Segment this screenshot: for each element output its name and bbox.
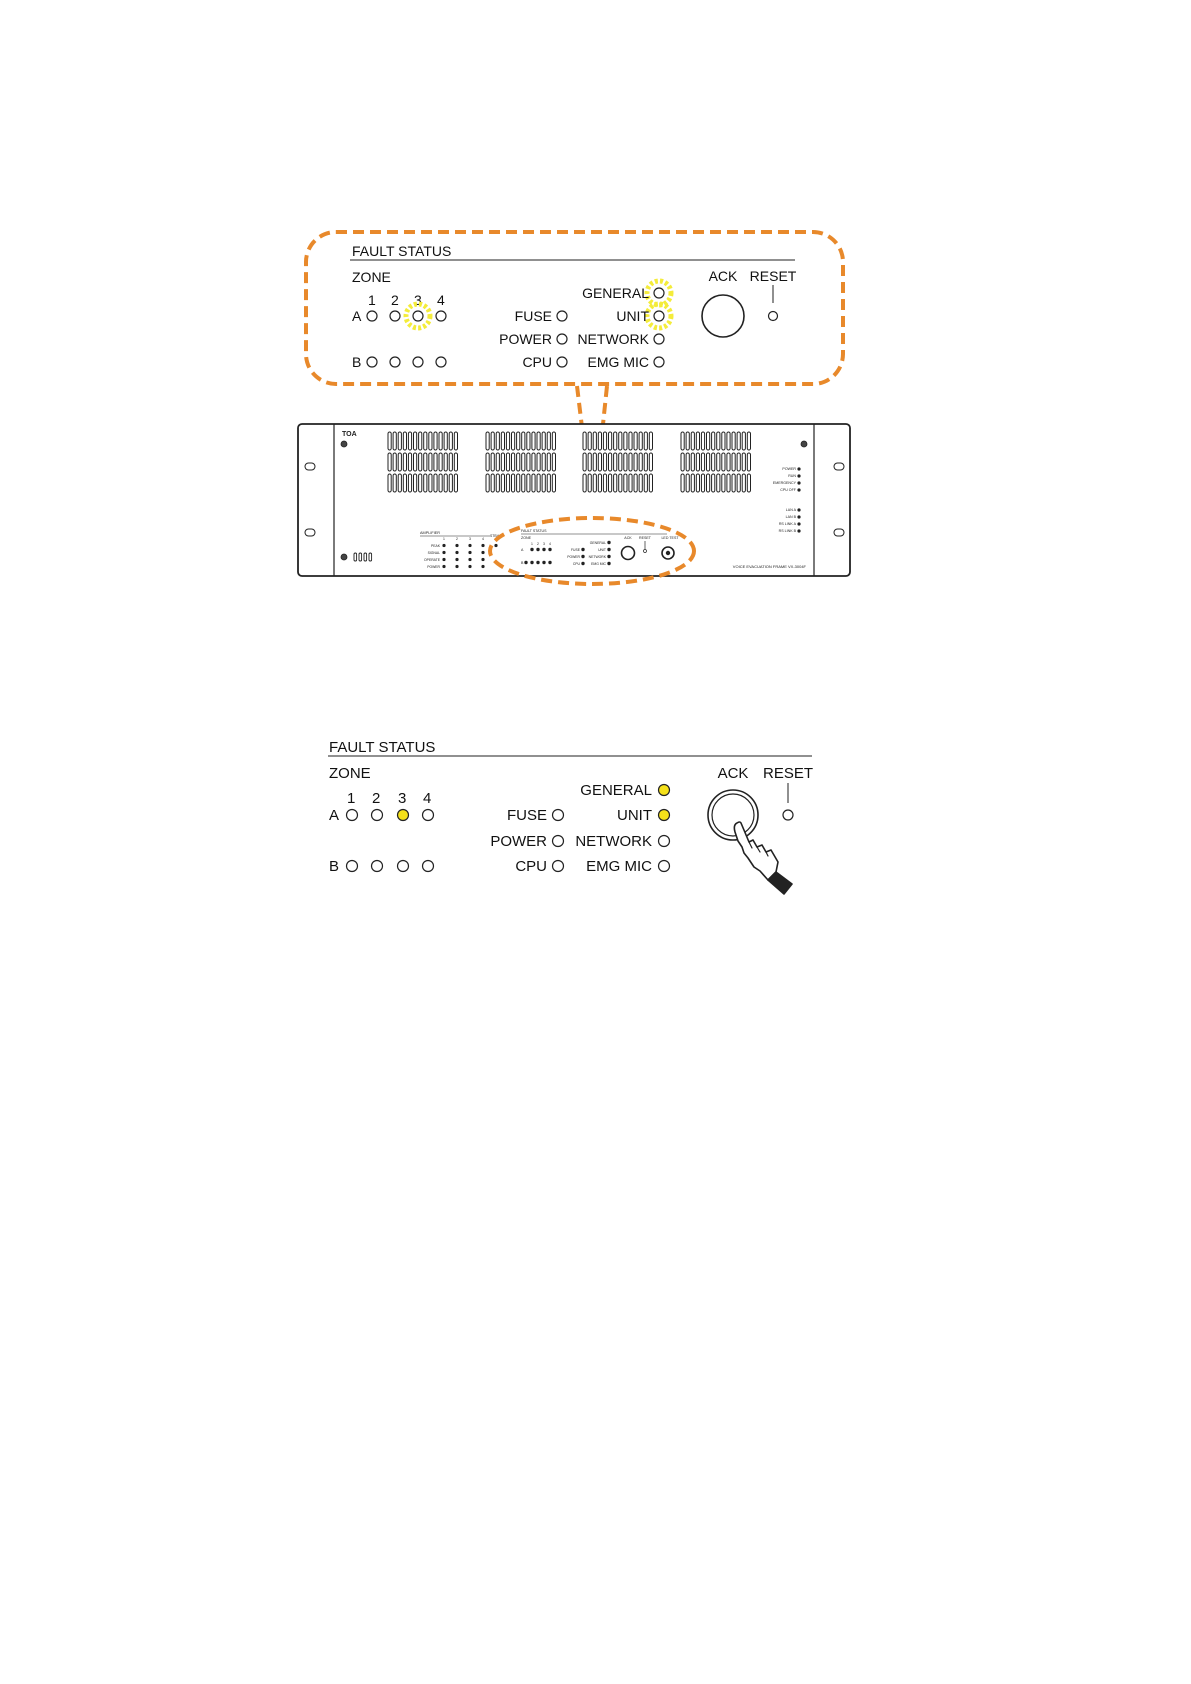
callout-led-b3 (413, 357, 423, 367)
callout-ack-label: ACK (708, 268, 738, 284)
dev-zone-label: ZONE (521, 536, 531, 540)
amp-led (481, 544, 484, 547)
bottom-reset-hole[interactable] (783, 810, 793, 820)
dev-network: NETWORK (588, 555, 606, 559)
callout-fuse-label: FUSE (514, 308, 552, 324)
bottom-zone-num-3: 3 (398, 790, 407, 807)
dev-ack: ACK (624, 536, 632, 540)
callout-led-b4 (436, 357, 446, 367)
callout-zone-num-3: 3 (414, 292, 422, 308)
callout-zone-num-1: 1 (368, 292, 376, 308)
callout-row-a-label: A (352, 308, 362, 324)
link-lan-b-led (797, 515, 800, 518)
bottom-panel (328, 739, 813, 894)
callout-emg-mic-label: EMG MIC (587, 354, 649, 370)
status-power-label: POWER (782, 467, 796, 471)
status-power-led (797, 467, 800, 470)
dev-zone-num-4: 4 (549, 542, 551, 546)
callout-zone-num-2: 2 (391, 292, 399, 308)
amp-led (481, 565, 484, 568)
amp-label: AMPLIFIER (420, 531, 441, 535)
amp-col-1: 1 (443, 537, 445, 541)
callout-led-power (557, 334, 567, 344)
callout-unit-label: UNIT (616, 308, 649, 324)
amp-led (468, 544, 471, 547)
link-lan-b-label: LAN B (785, 515, 796, 519)
callout-led-b1 (367, 357, 377, 367)
status-cpu-off-label: CPU OFF (780, 488, 796, 492)
bottom-zone-label: ZONE (329, 765, 371, 782)
bottom-row-a-label: A (329, 807, 340, 824)
amp-col-stby: STBY (490, 534, 499, 538)
bottom-emg-mic-label: EMG MIC (586, 858, 652, 875)
amp-stby-led (494, 544, 497, 547)
bottom-general-label: GENERAL (580, 782, 652, 799)
amp-led (442, 551, 445, 554)
dev-zone-num-3: 3 (543, 542, 545, 546)
dev-reset: RESET (639, 536, 651, 540)
amp-led (442, 565, 445, 568)
amp-row-power: POWER (427, 565, 440, 569)
callout-led-a2 (390, 311, 400, 321)
device-screw-top-left (341, 441, 347, 447)
bottom-title: FAULT STATUS (329, 739, 436, 756)
bottom-led-b1 (347, 861, 358, 872)
callout-led-a1 (367, 311, 377, 321)
bottom-zone-num-2: 2 (372, 790, 381, 807)
dev-row-b: B (521, 561, 524, 565)
bottom-led-a2 (372, 810, 383, 821)
link-rs-b-led (797, 529, 800, 532)
amp-led (468, 565, 471, 568)
bottom-led-fuse (553, 810, 564, 821)
callout-led-fuse (557, 311, 567, 321)
dev-led-test: LED TEST (661, 536, 679, 540)
link-rs-b-label: RS LINK B (778, 529, 796, 533)
bottom-ack-label: ACK (717, 765, 749, 782)
dev-unit: UNIT (598, 548, 606, 552)
link-rs-a-led (797, 522, 800, 525)
device-front-panel (298, 424, 850, 584)
bottom-unit-label: UNIT (617, 807, 652, 824)
bottom-zone-num-4: 4 (423, 790, 432, 807)
amp-led (455, 565, 458, 568)
bottom-ack-button-outer[interactable] (708, 790, 758, 840)
amp-row-operate: OPERATE (424, 558, 440, 562)
callout-network-label: NETWORK (577, 331, 649, 347)
callout-led-unit (654, 311, 664, 321)
callout-led-general (654, 288, 664, 298)
dev-general: GENERAL (589, 541, 606, 545)
dev-row-a: A (521, 548, 524, 552)
amp-col-4: 4 (482, 537, 484, 541)
callout-led-network (654, 334, 664, 344)
callout-led-emg-mic (654, 357, 664, 367)
dev-zone-num-2: 2 (537, 542, 539, 546)
link-rs-a-label: RS LINK A (778, 522, 796, 526)
amp-row-peak: PEAK (430, 544, 440, 548)
bottom-zone-num-1: 1 (347, 790, 356, 807)
bottom-led-a1 (347, 810, 358, 821)
device-screw-bottom-left (341, 554, 347, 560)
status-cpu-off-led (797, 488, 800, 491)
callout-reset-label: RESET (749, 268, 797, 284)
amp-led (455, 558, 458, 561)
amp-col-3: 3 (469, 537, 471, 541)
amp-row-signal: SIGNAL (427, 551, 440, 555)
bottom-network-label: NETWORK (575, 833, 652, 850)
amp-led (455, 551, 458, 554)
bottom-led-a3 (398, 810, 409, 821)
callout-cpu-label: CPU (522, 354, 552, 370)
amp-led (481, 551, 484, 554)
callout-title: FAULT STATUS (352, 243, 452, 259)
amp-led (468, 558, 471, 561)
callout-power-label: POWER (499, 331, 552, 347)
device-model-line: VOICE EVACUATION FRAME VX-3004F (732, 564, 806, 569)
bottom-row-b-label: B (329, 858, 340, 875)
callout-zone-num-4: 4 (437, 292, 445, 308)
dev-emg-mic: EMG MIC (591, 562, 606, 566)
bottom-led-b3 (398, 861, 409, 872)
amp-led (468, 551, 471, 554)
callout-led-cpu (557, 357, 567, 367)
callout-ack-button[interactable] (702, 295, 744, 337)
bottom-led-b2 (372, 861, 383, 872)
status-emergency-label: EMERGENCY (772, 481, 796, 485)
bottom-led-emg-mic (659, 861, 670, 872)
bottom-fuse-label: FUSE (506, 807, 547, 824)
bottom-reset-label: RESET (762, 765, 814, 782)
amp-led (455, 544, 458, 547)
dev-zone-num-1: 1 (531, 542, 533, 546)
bottom-led-network (659, 836, 670, 847)
dev-power: POWER (567, 555, 580, 559)
callout-led-a3 (413, 311, 423, 321)
amp-led (442, 544, 445, 547)
callout-zone-label: ZONE (352, 269, 391, 285)
link-lan-a-label: LAN A (785, 508, 796, 512)
amp-led (442, 558, 445, 561)
bottom-led-b4 (423, 861, 434, 872)
callout-row-b-label: B (352, 354, 362, 370)
link-lan-a-led (797, 508, 800, 511)
bottom-led-general (659, 785, 670, 796)
bottom-led-a4 (423, 810, 434, 821)
amp-led (481, 558, 484, 561)
status-run-label: RUN (788, 474, 796, 478)
bottom-power-label: POWER (490, 833, 547, 850)
callout-reset-hole[interactable] (769, 312, 778, 321)
callout-led-b2 (390, 357, 400, 367)
bottom-led-unit (659, 810, 670, 821)
dev-fault-title: FAULT STATUS (521, 529, 547, 533)
bottom-led-power (553, 836, 564, 847)
bottom-led-cpu (553, 861, 564, 872)
pointing-hand-icon (734, 822, 792, 894)
bottom-cpu-label: CPU (515, 858, 547, 875)
dev-ack-button[interactable] (622, 547, 635, 560)
dev-reset-hole[interactable] (644, 550, 647, 553)
callout-general-label: GENERAL (582, 285, 649, 301)
device-chassis (298, 424, 850, 576)
device-brand: TOA (342, 431, 357, 438)
status-emergency-led (797, 481, 800, 484)
dev-fuse: FUSE (570, 548, 580, 552)
dev-cpu: CPU (572, 562, 580, 566)
callout-led-a4 (436, 311, 446, 321)
amp-col-2: 2 (456, 537, 458, 541)
device-screw-top-right (801, 441, 807, 447)
status-run-led (797, 474, 800, 477)
